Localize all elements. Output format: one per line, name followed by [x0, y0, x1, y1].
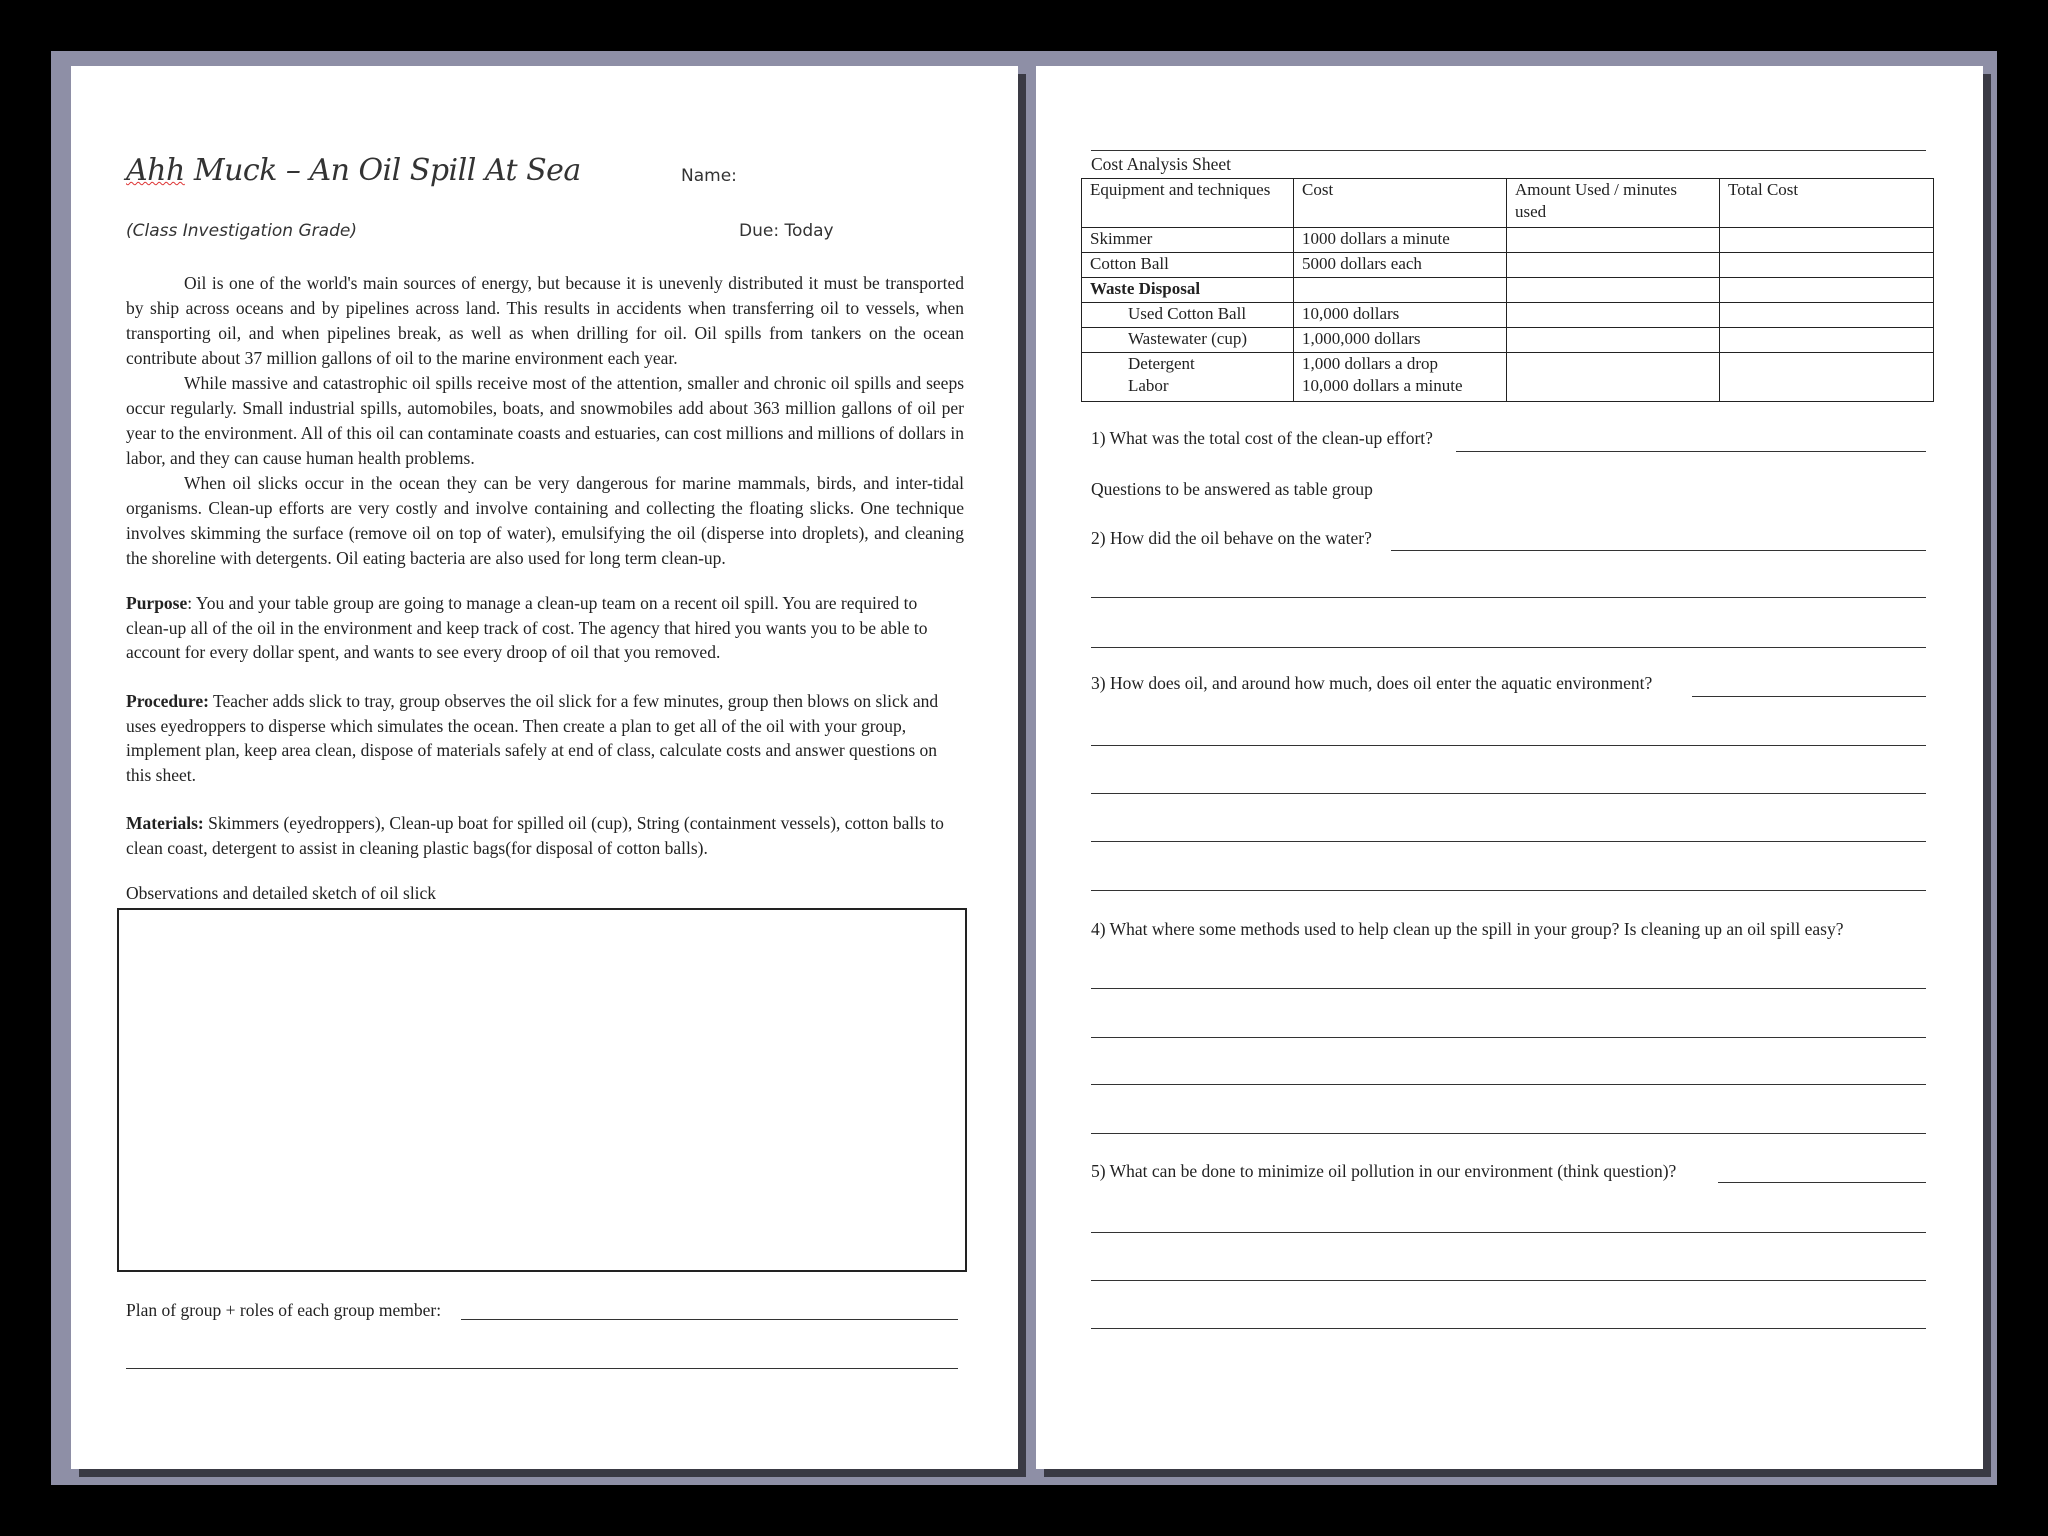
- total-cell[interactable]: [1720, 303, 1934, 328]
- cost-labor: 10,000 dollars a minute: [1302, 376, 1463, 395]
- cost-analysis-table: [1081, 178, 1934, 402]
- worksheet-title: Ahh Muck – An Oil Spill At Sea: [126, 153, 581, 188]
- subtitle: (Class Investigation Grade): [126, 221, 357, 241]
- top-rule: [1091, 150, 1926, 151]
- amount-cell[interactable]: [1507, 278, 1720, 303]
- header-total-cost: Total Cost: [1720, 179, 1934, 228]
- cost-cell: 1000 dollars a minute: [1294, 228, 1507, 253]
- intro-text: [126, 271, 964, 571]
- answer-line[interactable]: [1091, 988, 1926, 989]
- materials-label: Materials:: [126, 813, 204, 833]
- cost-detergent: 1,000 dollars a drop: [1302, 354, 1438, 373]
- question-3: 3) How does oil, and around how much, does oil enter the aquatic environment?: [1091, 673, 1653, 693]
- answer-line[interactable]: [1091, 1084, 1926, 1085]
- question-1: 1) What was the total cost of the clean-up effort?: [1091, 428, 1433, 448]
- total-cell[interactable]: [1720, 353, 1934, 402]
- header-cost: Cost: [1294, 179, 1507, 228]
- purpose-text: : You and your table group are going to manage a clean-up team on a recent oil spill. You are required to clean-up all of the oil in the environment and keep track of cost. The agency that hired you wants you to be able to account for every dollar spent, and wants to see every droop of oil that you removed.: [126, 593, 928, 662]
- answer-line[interactable]: [1692, 696, 1926, 697]
- intro-paragraph: When oil slicks occur in the ocean they can be very dangerous for marine mammals, birds, and inter-tidal organisms. Clean-up efforts are very costly and involve containing and collecting the floating slicks. One technique involves skimming the surface (remove oil on top of water), emulsifying the oil (disperse into droplets), and cleaning the shoreline with detergents. Oil eating bacteria are also used for long term clean-up.: [126, 473, 964, 568]
- cost-cell: 10,000 dollars: [1294, 303, 1507, 328]
- table-row: [1082, 303, 1934, 328]
- item-cell: Skimmer: [1082, 228, 1294, 253]
- procedure-label: Procedure:: [126, 691, 209, 711]
- plan-label: Plan of group + roles of each group member:: [126, 1300, 442, 1320]
- table-row: [1082, 228, 1934, 253]
- answer-line[interactable]: [1091, 1328, 1926, 1329]
- worksheet-page-2: [1036, 66, 1983, 1469]
- header-amount-used: Amount Used / minutes used: [1507, 179, 1720, 228]
- table-row: [1082, 353, 1934, 402]
- cost-cell: [1294, 353, 1507, 402]
- header-equipment: Equipment and techniques: [1082, 179, 1294, 228]
- intro-paragraph: While massive and catastrophic oil spills receive most of the attention, smaller and chronic oil spills and seeps occur regularly. Small industrial spills, automobiles, boats, and snowmobiles add about 363 million gallons of oil per year to the environment. All of this oil can contaminate coasts and estuaries, can cost millions and millions of dollars in labor, and they can cause human health problems.: [126, 373, 964, 468]
- answer-line[interactable]: [1091, 647, 1926, 648]
- worksheet-page-1: [71, 66, 1018, 1469]
- purpose-label: Purpose: [126, 593, 188, 613]
- answer-line[interactable]: [1091, 1232, 1926, 1233]
- observations-label: Observations and detailed sketch of oil slick: [126, 883, 437, 903]
- amount-cell[interactable]: [1507, 228, 1720, 253]
- answer-line[interactable]: [1391, 550, 1926, 551]
- sketch-box[interactable]: [117, 908, 967, 1272]
- due-label: Due: Today: [739, 221, 834, 241]
- question-5: 5) What can be done to minimize oil pollution in our environment (think question)?: [1091, 1161, 1677, 1181]
- total-cell[interactable]: [1720, 253, 1934, 278]
- item-cell: Wastewater (cup): [1082, 328, 1294, 353]
- title-first-word: Ahh: [126, 153, 185, 188]
- purpose-section: [126, 591, 964, 665]
- item-labor: Labor: [1128, 376, 1169, 395]
- item-cell: Cotton Ball: [1082, 253, 1294, 278]
- amount-cell[interactable]: [1507, 303, 1720, 328]
- procedure-section: [126, 689, 964, 787]
- plan-answer-line[interactable]: [461, 1319, 958, 1320]
- amount-cell[interactable]: [1507, 353, 1720, 402]
- item-cell: Waste Disposal: [1082, 278, 1294, 303]
- item-detergent: Detergent: [1128, 354, 1195, 373]
- answer-line[interactable]: [1091, 745, 1926, 746]
- amount-cell[interactable]: [1507, 253, 1720, 278]
- procedure-text: Teacher adds slick to tray, group observes the oil slick for a few minutes, group then blows on slick and uses eyedroppers to disperse which simulates the ocean. Then create a plan to get all of the oil with your group, implement plan, keep area clean, dispose of materials safely at end of class, calculate costs and answer questions on this sheet.: [126, 691, 939, 785]
- total-cell[interactable]: [1720, 228, 1934, 253]
- answer-line[interactable]: [1718, 1182, 1926, 1183]
- answer-line[interactable]: [1091, 841, 1926, 842]
- answer-line[interactable]: [1456, 451, 1926, 452]
- materials-text: Skimmers (eyedroppers), Clean-up boat for spilled oil (cup), String (containment vessels), cotton balls to clean coast, detergent to assist in cleaning plastic bags(for disposal of cotton balls).: [126, 813, 944, 858]
- item-cell: [1082, 353, 1294, 402]
- table-row: [1082, 328, 1934, 353]
- table-row: [1082, 253, 1934, 278]
- plan-answer-line[interactable]: [126, 1368, 958, 1369]
- amount-cell[interactable]: [1507, 328, 1720, 353]
- total-cell[interactable]: [1720, 328, 1934, 353]
- item-cell: Used Cotton Ball: [1082, 303, 1294, 328]
- table-row: [1082, 278, 1934, 303]
- answer-line[interactable]: [1091, 890, 1926, 891]
- answer-line[interactable]: [1091, 1280, 1926, 1281]
- cost-cell: 1,000,000 dollars: [1294, 328, 1507, 353]
- question-2: 2) How did the oil behave on the water?: [1091, 528, 1372, 548]
- answer-line[interactable]: [1091, 597, 1926, 598]
- cost-sheet-title: Cost Analysis Sheet: [1091, 154, 1232, 174]
- cost-cell: 5000 dollars each: [1294, 253, 1507, 278]
- question-4: 4) What where some methods used to help clean up the spill in your group? Is cleaning up an oil spill easy?: [1091, 919, 1844, 939]
- table-header-row: [1082, 179, 1934, 228]
- materials-section: [126, 811, 964, 860]
- answer-line[interactable]: [1091, 1037, 1926, 1038]
- total-cell[interactable]: [1720, 278, 1934, 303]
- intro-paragraph: Oil is one of the world's main sources of energy, but because it is unevenly distributed it must be transported by ship across oceans and by pipelines across land. This results in accidents when transferring oil to vessels, when transporting oil, and when pipelines break, as well as when drilling for oil. Oil spills from tankers on the ocean contribute about 37 million gallons of oil to the marine environment each year.: [126, 273, 964, 368]
- name-label: Name:: [681, 166, 737, 186]
- group-note: Questions to be answered as table group: [1091, 479, 1373, 499]
- answer-line[interactable]: [1091, 793, 1926, 794]
- cost-cell: [1294, 278, 1507, 303]
- answer-line[interactable]: [1091, 1133, 1926, 1134]
